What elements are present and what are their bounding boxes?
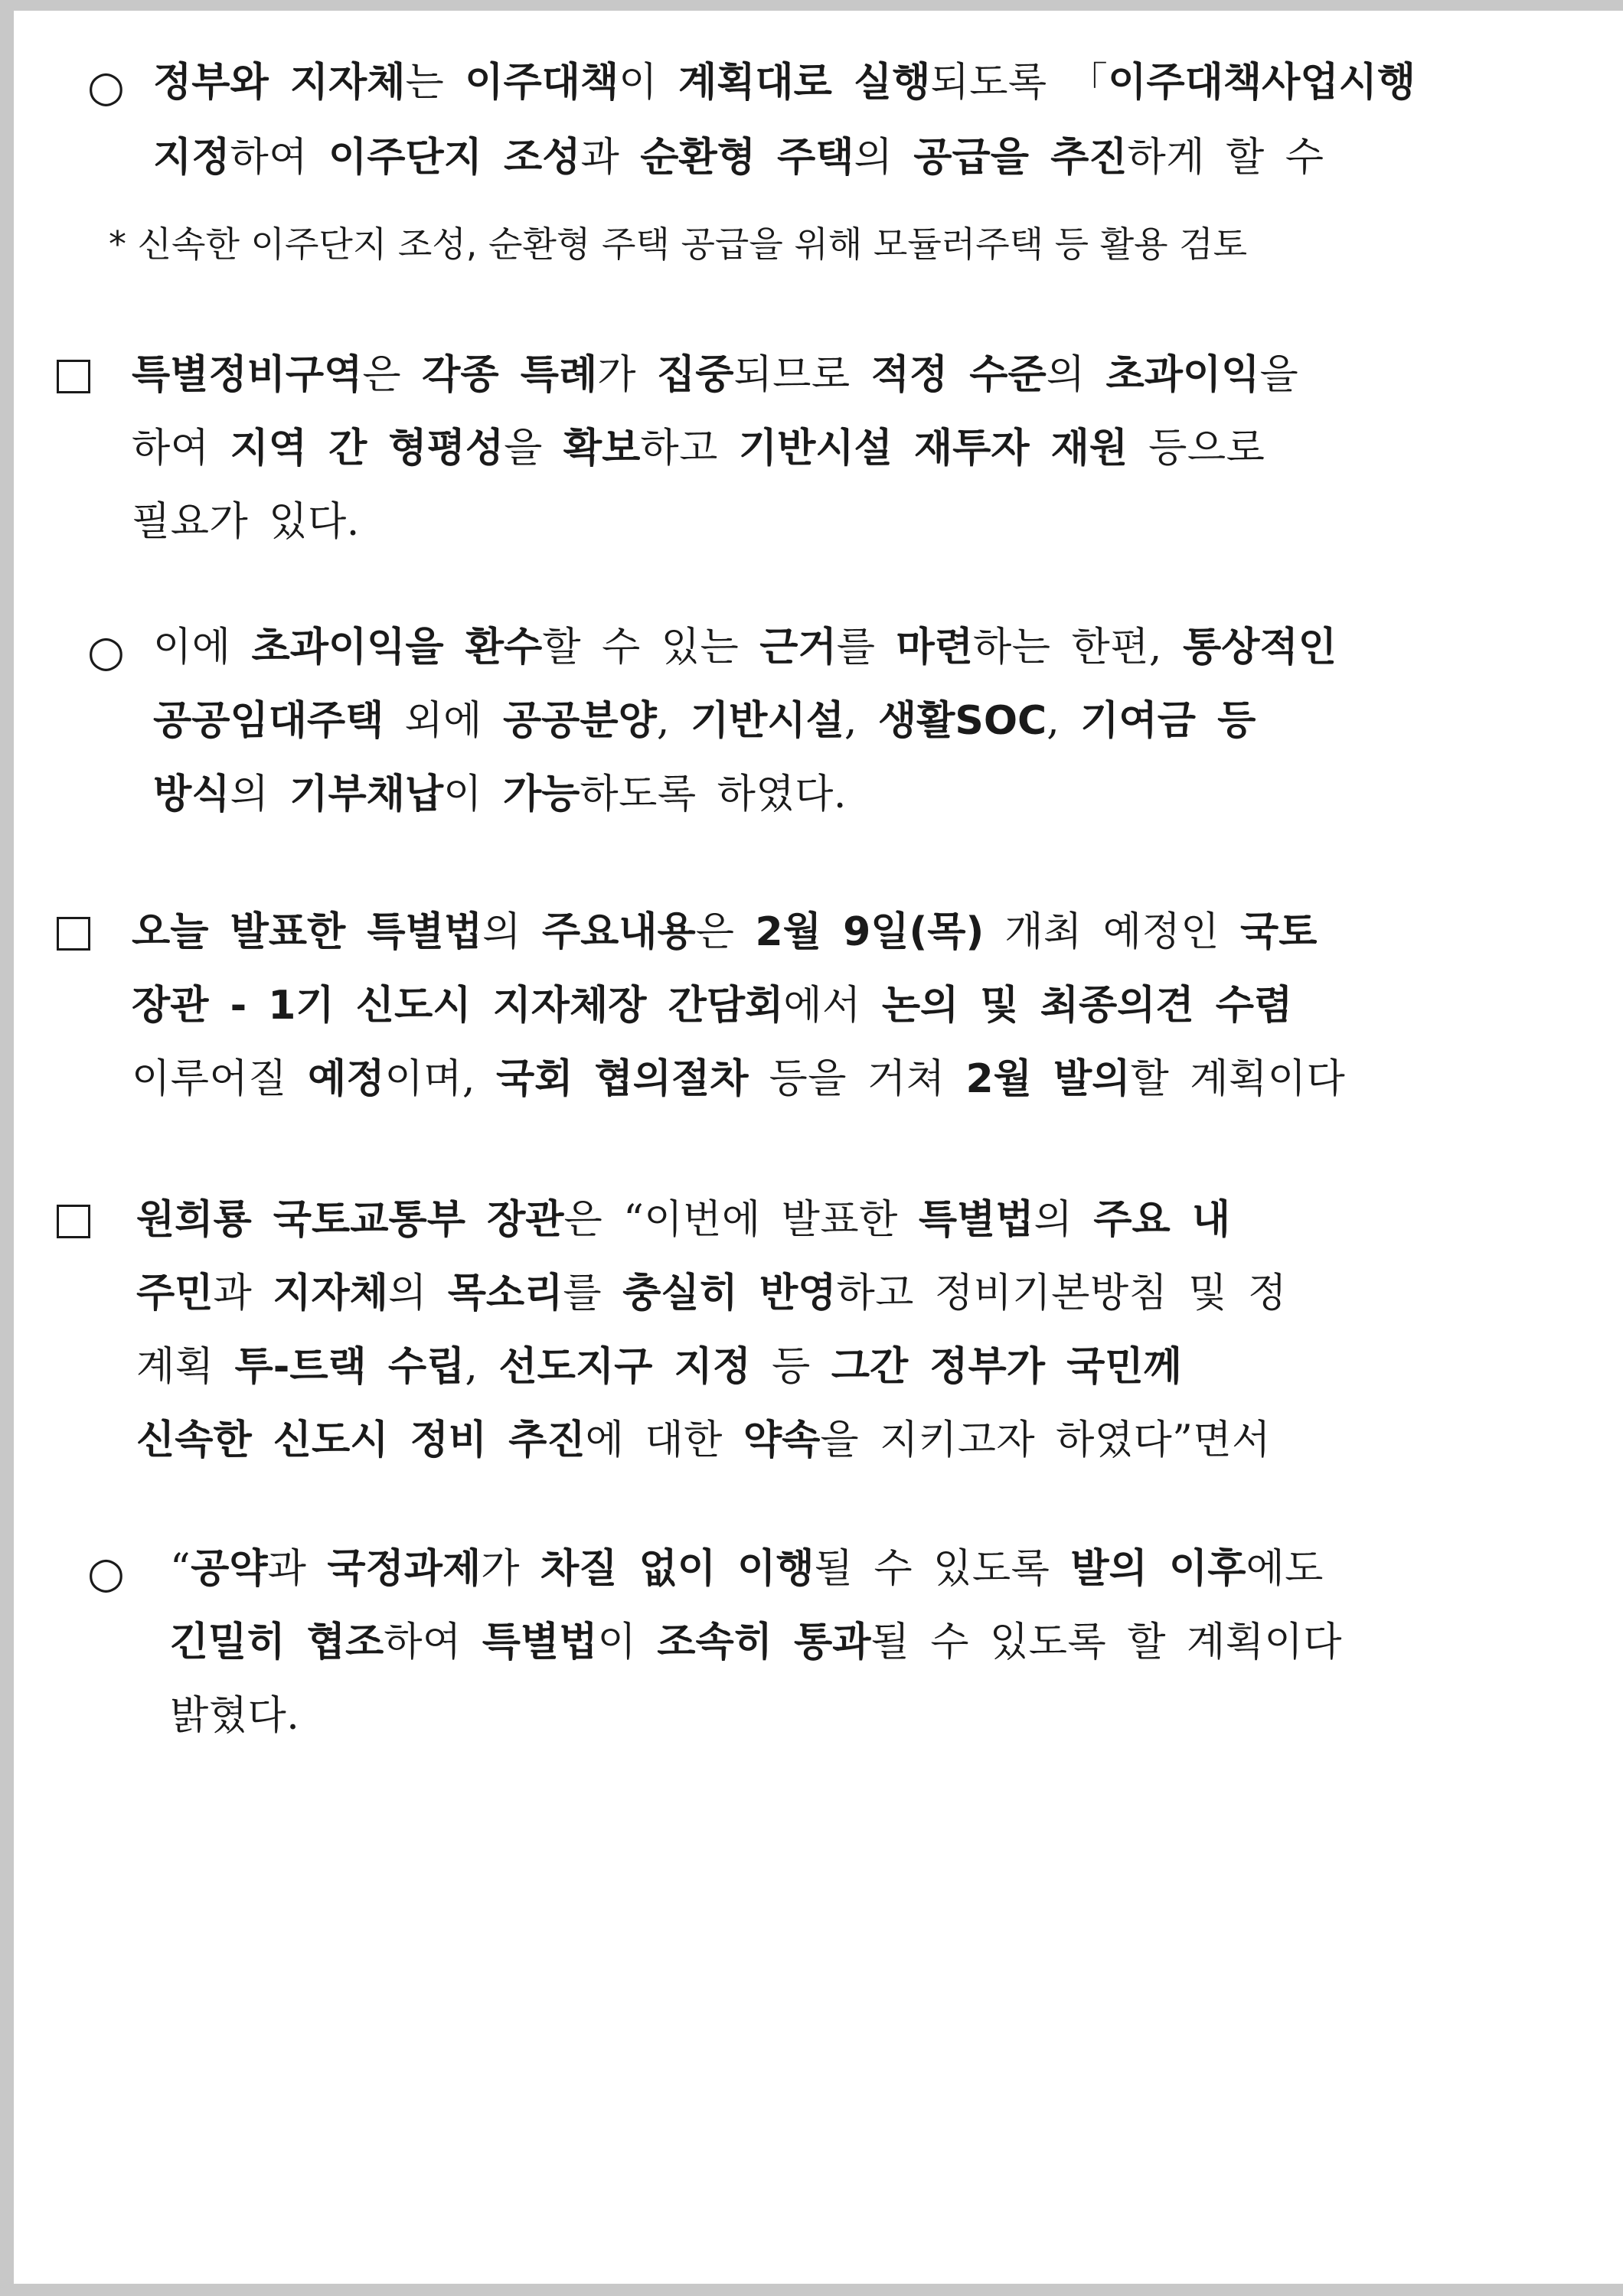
text-run: 의 bbox=[482, 909, 542, 955]
paragraph-line bbox=[132, 983, 1293, 1029]
text-run: 을 bbox=[1259, 352, 1299, 398]
text-run: 할 수 있는 bbox=[542, 625, 760, 670]
text-run: 등을 거쳐 bbox=[748, 1056, 966, 1102]
paragraph-line bbox=[153, 771, 847, 817]
bold-text-run: 긴밀히 협조 bbox=[170, 1619, 384, 1665]
text-run: 을 지키고자 하였다”면서 bbox=[820, 1417, 1271, 1463]
text-run: , bbox=[465, 1344, 499, 1390]
text-run: 필요가 있다. bbox=[132, 499, 360, 545]
bold-text-run: 순환형 주택 bbox=[640, 135, 854, 181]
text-run: 될 수 있도록 bbox=[814, 1546, 1071, 1592]
bold-text-run: 공공임대주택 bbox=[153, 698, 384, 744]
text-run: 이루어질 bbox=[132, 1056, 308, 1102]
bold-text-run: 통상적인 bbox=[1183, 625, 1337, 670]
paragraph-line bbox=[132, 499, 360, 545]
text-run: 계획 bbox=[136, 1344, 235, 1390]
circle-bullet-icon: ○ bbox=[87, 1548, 125, 1598]
text-run: 하는 한편, bbox=[972, 625, 1183, 670]
bold-text-run: 주요 내 bbox=[1093, 1197, 1231, 1243]
paragraph-line bbox=[132, 909, 1318, 955]
bold-text-run: 근거 bbox=[759, 625, 837, 670]
text-run: 의 bbox=[387, 1270, 448, 1316]
text-run: 를 bbox=[563, 1270, 623, 1316]
bold-text-run: 지정 bbox=[153, 135, 230, 181]
paragraph-line bbox=[153, 698, 1256, 744]
bold-text-run: 정부와 지자체 bbox=[153, 60, 406, 106]
bold-text-run: 신속한 신도시 정비 추진 bbox=[136, 1417, 586, 1463]
text-run: , bbox=[1047, 698, 1081, 744]
bold-text-run: 목소리 bbox=[447, 1270, 563, 1316]
text-run: 은 bbox=[695, 909, 756, 955]
document-page bbox=[14, 11, 1623, 2284]
bold-text-run: 공급을 추진 bbox=[913, 135, 1128, 181]
text-run: 은 “이번에 발표한 bbox=[563, 1197, 919, 1243]
paragraph-line bbox=[132, 352, 1299, 398]
text-run: , bbox=[844, 698, 878, 744]
text-run: 하여 bbox=[230, 135, 328, 181]
text-run: 하여 bbox=[132, 426, 230, 471]
bold-text-run: 가능 bbox=[502, 771, 580, 817]
text-run: 등으로 bbox=[1128, 426, 1265, 471]
bold-text-run: 선도지구 지정 bbox=[498, 1344, 751, 1390]
text-run: 을 bbox=[504, 426, 563, 471]
bold-text-run: 방식 bbox=[153, 771, 230, 817]
text-run: 되도록 「 bbox=[930, 60, 1109, 106]
bold-text-run: 발의 이후 bbox=[1070, 1546, 1246, 1592]
text-run: 의 bbox=[230, 771, 290, 817]
text-run: 하도록 하였다. bbox=[580, 771, 847, 817]
text-run: “ bbox=[170, 1546, 191, 1592]
bold-text-run: 충실히 반영 bbox=[622, 1270, 837, 1316]
bold-text-run: 약속 bbox=[743, 1417, 821, 1463]
text-run: 가 bbox=[597, 352, 657, 398]
text-run: 과 bbox=[267, 1546, 328, 1592]
bold-text-run: 공공분양 bbox=[502, 698, 657, 744]
paragraph-line bbox=[136, 1270, 1287, 1316]
footnote: * 신속한 이주단지 조성, 순환형 주택 공급을 위해 모듈러주택 등 활용 검토 bbox=[109, 223, 1248, 265]
text-run: 에서 bbox=[783, 983, 882, 1029]
bold-text-run: 기여금 등 bbox=[1080, 698, 1256, 744]
bold-text-run: 국회 협의절차 bbox=[495, 1056, 749, 1102]
bold-text-run: 특별법 bbox=[482, 1619, 598, 1665]
bold-text-run: 이주단지 조성 bbox=[328, 135, 581, 181]
bold-text-run: 초과이익을 환수 bbox=[251, 625, 543, 670]
circle-bullet-icon: ○ bbox=[87, 62, 125, 112]
text-run: 하고 정비기본방침 및 정 bbox=[836, 1270, 1287, 1316]
text-run: 이며, bbox=[384, 1056, 496, 1102]
text-run: 되므로 bbox=[733, 352, 871, 398]
paragraph-line bbox=[170, 1546, 1324, 1592]
bold-text-run: 집중 bbox=[656, 352, 734, 398]
text-run: 하고 bbox=[640, 426, 739, 471]
bold-text-run: 2월 발의 bbox=[965, 1056, 1131, 1102]
bold-text-run: 예정 bbox=[307, 1056, 385, 1102]
bold-text-run: 적정 수준 bbox=[870, 352, 1047, 398]
paragraph-line bbox=[170, 1693, 300, 1739]
bold-text-run: 장관 - 1기 신도시 지자체장 간담회 bbox=[132, 983, 784, 1029]
text-run: 의 bbox=[1034, 1197, 1094, 1243]
bold-text-run: 조속히 통과 bbox=[657, 1619, 871, 1665]
bold-text-run: 국정과제 bbox=[327, 1546, 482, 1592]
text-run: 이 bbox=[597, 1619, 658, 1665]
paragraph-line bbox=[170, 1619, 1342, 1665]
document-body bbox=[14, 11, 1623, 2284]
bold-text-run: 공약 bbox=[191, 1546, 268, 1592]
text-run: 의 bbox=[854, 135, 914, 181]
text-run: 될 수 있도록 할 계획이다 bbox=[870, 1619, 1342, 1665]
circle-bullet-icon: ○ bbox=[87, 627, 125, 677]
text-run: 외에 bbox=[384, 698, 503, 744]
text-run: 과 bbox=[213, 1270, 273, 1316]
bold-text-run: 차질 없이 이행 bbox=[540, 1546, 815, 1592]
bold-text-run: 원희룡 국토교통부 장관 bbox=[136, 1197, 564, 1243]
paragraph-line bbox=[153, 135, 1324, 181]
text-run: 의 bbox=[1046, 352, 1106, 398]
text-run: , bbox=[656, 698, 691, 744]
bold-text-run: 논의 및 최종의견 수렴 bbox=[881, 983, 1293, 1029]
text-run: 에 대한 bbox=[585, 1417, 743, 1463]
bold-text-run: 2월 9일(목) bbox=[755, 909, 985, 955]
text-run: 이에 bbox=[153, 625, 252, 670]
bold-text-run: 초과이익 bbox=[1105, 352, 1260, 398]
text-run: 밝혔다. bbox=[170, 1693, 300, 1739]
bold-text-run: 확보 bbox=[563, 426, 641, 471]
bold-text-run: 마련 bbox=[896, 625, 973, 670]
bold-text-run: 특별정비구역 bbox=[132, 352, 363, 398]
bold-text-run: 이주대책사업시행 bbox=[1108, 60, 1416, 106]
bold-text-run: 기반시설 재투자 재원 bbox=[738, 426, 1128, 471]
text-run: 과 bbox=[580, 135, 641, 181]
bold-text-run: 투-트랙 수립 bbox=[234, 1344, 465, 1390]
square-bullet-icon bbox=[57, 360, 90, 393]
bold-text-run: 생활SOC bbox=[877, 698, 1047, 744]
paragraph-line bbox=[136, 1344, 1182, 1390]
bold-text-run: 이주대책 bbox=[465, 60, 619, 106]
text-run: 에도 bbox=[1246, 1546, 1324, 1592]
text-run: 이 bbox=[443, 771, 503, 817]
bold-text-run: 각종 특례 bbox=[422, 352, 598, 398]
text-run: 하게 할 수 bbox=[1127, 135, 1324, 181]
paragraph-line bbox=[132, 1056, 1346, 1102]
bold-text-run: 기반시설 bbox=[690, 698, 844, 744]
text-run: 가 bbox=[481, 1546, 541, 1592]
paragraph-line bbox=[136, 1197, 1231, 1243]
paragraph-line bbox=[132, 426, 1265, 471]
text-run: 할 계획이다 bbox=[1130, 1056, 1346, 1102]
bold-text-run: 기부채납 bbox=[289, 771, 444, 817]
bold-text-run: 계획대로 실행 bbox=[678, 60, 931, 106]
bold-text-run: 지자체 bbox=[273, 1270, 388, 1316]
bold-text-run: 오늘 발표한 특별법 bbox=[132, 909, 483, 955]
square-bullet-icon bbox=[57, 917, 90, 951]
text-run: 은 bbox=[362, 352, 423, 398]
bold-text-run: 특별법 bbox=[918, 1197, 1034, 1243]
paragraph-line bbox=[153, 60, 1416, 106]
text-run: 는 bbox=[405, 60, 465, 106]
paragraph-line bbox=[136, 1417, 1271, 1463]
text-run: 등 bbox=[750, 1344, 831, 1390]
bold-text-run: 국토 bbox=[1240, 909, 1318, 955]
square-bullet-icon bbox=[57, 1205, 90, 1238]
bold-text-run: 주민 bbox=[136, 1270, 214, 1316]
paragraph-line bbox=[153, 625, 1337, 670]
text-run: 이 bbox=[619, 60, 678, 106]
text-run: 하여 bbox=[384, 1619, 482, 1665]
text-run: 를 bbox=[836, 625, 896, 670]
bold-text-run: 그간 정부가 국민께 bbox=[831, 1344, 1182, 1390]
bold-text-run: 주요내용 bbox=[541, 909, 696, 955]
bold-text-run: 지역 간 형평성 bbox=[230, 426, 505, 471]
text-run: 개최 예정인 bbox=[984, 909, 1240, 955]
